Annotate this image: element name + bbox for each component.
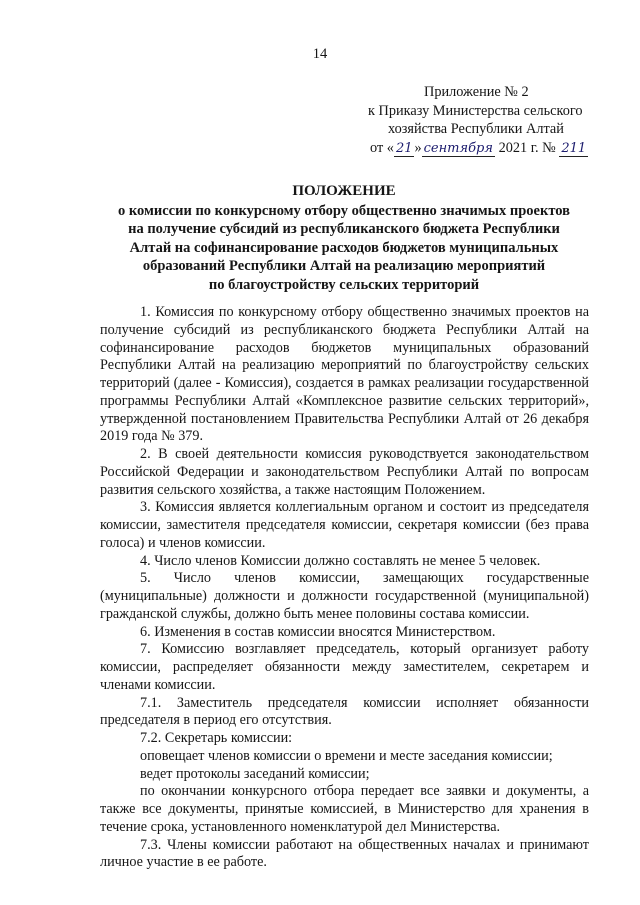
paragraph-6: 6. Изменения в состав комиссии вносятся Министерством.	[140, 623, 496, 640]
document-body	[100, 304, 589, 872]
paragraph-4: 4. Число членов Комиссии должно составлять не менее 5 человек.	[140, 552, 541, 569]
title-heading: ПОЛОЖЕНИЕ	[292, 183, 396, 199]
handwritten-day: 21	[395, 140, 413, 156]
paragraph-2: 2. В своей деятельности комиссия руководствуется законодательством Российской Федерации и законодательством Республики Алтай по вопросам развития сельского хозяйства, а также настоящим Положением.	[100, 446, 589, 498]
appendix-line-2: к Приказу Министерства сельского	[368, 102, 583, 119]
paragraph-7-2-item: оповещает членов комиссии о времени и месте заседания комиссии;	[140, 747, 553, 764]
paragraph-7-2: 7.2. Секретарь комиссии:	[140, 730, 293, 746]
paragraph-7-2-item: по окончании конкурсного отбора передает все заявки и документы, а также все документы, принятые комиссией, в Министерство для хранения в течение срока, установленного номенклатурой дел Министерства.	[100, 783, 589, 835]
paragraph-7-1: 7.1. Заместитель председателя комиссии исполняет обязанности председателя в период его отсутствия.	[100, 694, 589, 729]
title-line: Алтай на софинансирование расходов бюджетов муниципальных	[129, 239, 559, 256]
appendix-line-1: Приложение № 2	[424, 84, 529, 100]
paragraph-5: 5. Число членов комиссии, замещающих государственные (муниципальные) должности и должности государственной (муниципальной) гражданской службы, должно быть менее половины состава комиссии.	[100, 570, 589, 622]
page-number: 14	[312, 46, 328, 62]
title-line: по благоустройству сельских территорий	[208, 276, 480, 293]
paragraph-7-2-item: ведет протоколы заседаний комиссии;	[140, 765, 370, 782]
appendix-header	[354, 83, 600, 158]
title-line: о комиссии по конкурсному отбору общественно значимых проектов	[118, 202, 570, 219]
title-line: образований Республики Алтай на реализацию мероприятий	[142, 258, 546, 274]
date-suffix: 2021 г. №	[498, 139, 556, 156]
paragraph-7-3: 7.3. Члены комиссии работают на общественных началах и принимают личное участие в ее работе.	[100, 836, 589, 871]
paragraph-3: 3. Комиссия является коллегиальным органом и состоит из председателя комиссии, заместителя председателя комиссии, секретаря комиссии (без права голоса) и членов комиссии.	[100, 499, 589, 551]
document-title	[96, 182, 592, 294]
handwritten-month: сентября	[423, 140, 493, 156]
appendix-line-3: хозяйства Республики Алтай	[388, 121, 564, 137]
paragraph-7: 7. Комиссию возглавляет председатель, который организует работу комиссии, распределяет обязанности между заместителем, секретарем и членами комиссии.	[100, 641, 589, 693]
paragraph-1: 1. Комиссия по конкурсному отбору общественно значимых проектов на получение субсидий из республиканского бюджета Республики Алтай на софинансирование расходов бюджетов муниципальных образований Республики Алтай на реализацию мероприятий по благоустройству сельских территорий (далее - Комиссия), создается в рамках реализации государственной программы Республики Алтай «Комплексное развитие сельских территорий», утвержденной постановлением Правительства Республики Алтай от 26 декабря 2019 года № 379.	[100, 304, 589, 445]
date-prefix: от «	[370, 139, 394, 156]
date-mid: »	[414, 139, 422, 156]
title-line: на получение субсидий из республиканского бюджета Республики	[128, 221, 560, 237]
appendix-date-line	[354, 139, 600, 159]
handwritten-number: 211	[561, 140, 587, 156]
